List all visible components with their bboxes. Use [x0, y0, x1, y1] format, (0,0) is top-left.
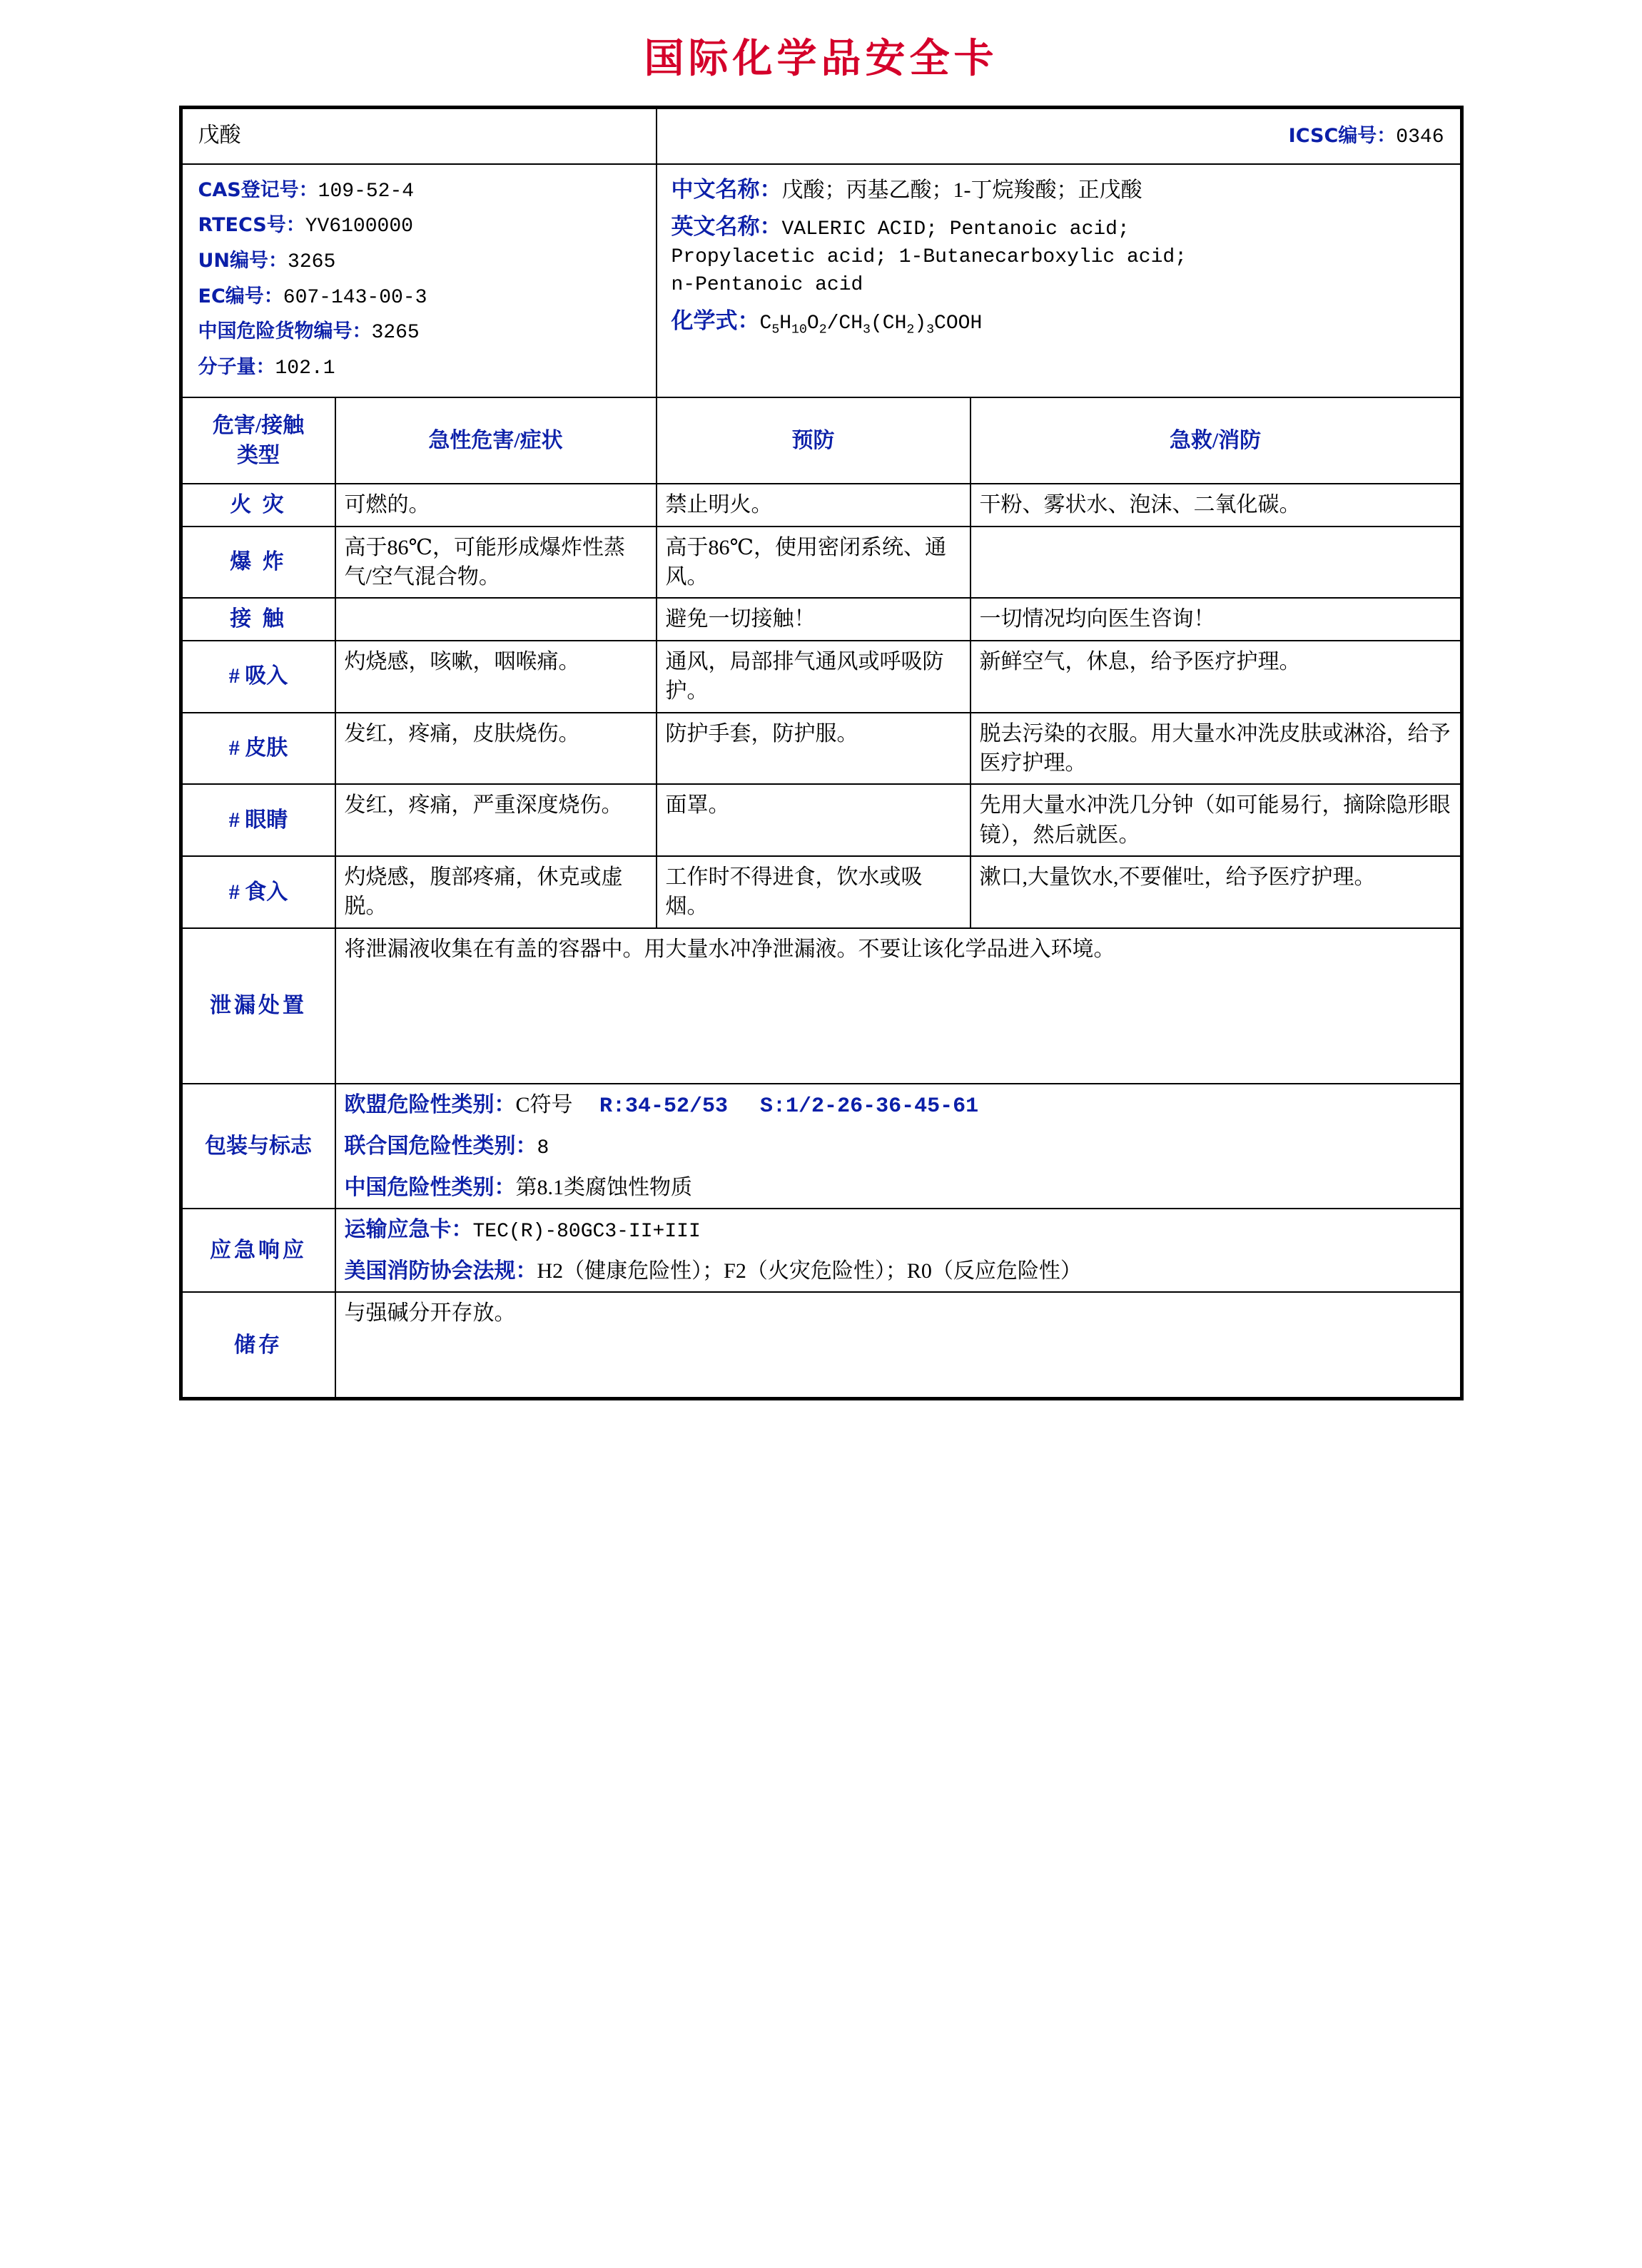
icsc-table [181, 108, 1461, 1398]
identifier-label: EC编号： [198, 285, 283, 307]
row-prevent-exposure: 避免一切接触！ [657, 598, 970, 640]
row-acute-exposure [335, 598, 657, 640]
icsc-card [179, 106, 1464, 1400]
identifier-label: UN编号： [198, 249, 288, 272]
row-firstaid-fire: 干粉、雾状水、泡沫、二氧化碳。 [970, 484, 1461, 526]
col-header-acute: 急性危害/症状 [335, 397, 657, 484]
page-bottom-spacer [0, 1400, 1642, 1572]
english-name-line2: Propylacetic acid; 1-Butanecarboxylic acid; [671, 246, 1187, 269]
table-row [182, 856, 1461, 928]
chinese-name-row [672, 175, 1446, 205]
identifiers-cell [182, 164, 657, 398]
english-name-line3: n-Pentanoic acid [671, 273, 863, 296]
section-storage-row [182, 1292, 1461, 1398]
section-label-packaging: 包装与标志 [182, 1084, 335, 1209]
row-firstaid-explosion [970, 527, 1461, 599]
row-acute-ingestion: 灼烧感，腹部疼痛，休克或虚脱。 [335, 856, 657, 928]
emergency-line-nfpa [345, 1256, 1451, 1286]
identifier-label: RTECS号： [198, 214, 305, 237]
icsc-value: 0346 [1396, 126, 1444, 148]
section-text-storage: 与强碱分开存放。 [335, 1292, 1461, 1398]
row-label-eyes: # 眼睛 [182, 784, 335, 856]
emergency-key-tec: 运输应急卡： [344, 1218, 473, 1242]
identifier-ec [198, 281, 640, 312]
row-firstaid-inhalation: 新鲜空气，休息，给予医疗护理。 [970, 641, 1461, 713]
emergency-key-nfpa: 美国消防协会法规： [344, 1258, 537, 1283]
col-header-hazard-type [182, 397, 335, 484]
col-header-prevention: 预防 [657, 397, 970, 484]
icsc-number-cell [657, 108, 1461, 164]
hazard-table-header-row [182, 397, 1461, 484]
packaging-line-un [345, 1132, 1451, 1163]
identity-row [182, 164, 1461, 398]
formula-row [672, 306, 1446, 340]
packaging-key-eu: 欧盟危险性类别： [344, 1092, 516, 1117]
row-prevent-inhalation: 通风，局部排气通风或呼吸防护。 [657, 641, 970, 713]
names-cell [657, 164, 1461, 398]
identifier-rtecs [198, 210, 640, 241]
col-header-hazard-line1: 危害/接触 [212, 414, 305, 438]
col-header-hazard-line2: 类型 [237, 443, 280, 467]
row-label-inhalation: # 吸入 [182, 641, 335, 713]
row-prevent-ingestion: 工作时不得进食，饮水或吸烟。 [657, 856, 970, 928]
row-label-skin: # 皮肤 [182, 713, 335, 785]
emergency-value-nfpa: H2（健康危险性）；F2（火灾危险性）；R0（反应危险性） [537, 1258, 1082, 1283]
identifier-value: 3265 [288, 250, 336, 273]
row-firstaid-exposure: 一切情况均向医生咨询！ [970, 598, 1461, 640]
section-text-packaging [335, 1084, 1461, 1209]
section-text-spill: 将泄漏液收集在有盖的容器中。用大量水冲净泄漏液。不要让该化学品进入环境。 [335, 928, 1461, 1084]
section-label-spill: 泄漏处置 [182, 928, 335, 1084]
row-acute-inhalation: 灼烧感，咳嗽，咽喉痛。 [335, 641, 657, 713]
english-name-row [672, 212, 1446, 299]
emergency-line-tec [345, 1215, 1451, 1246]
packaging-s-phrases: S:1/2-26-36-45-61 [760, 1094, 979, 1119]
packaging-line-cn [345, 1173, 1451, 1202]
chinese-name-value: 戊酸；丙基乙酸；1-丁烷羧酸；正戊酸 [781, 178, 1142, 202]
row-firstaid-ingestion: 漱口,大量饮水,不要催吐，给予医疗护理。 [970, 856, 1461, 928]
icsc-label: ICSC编号： [1288, 125, 1397, 147]
identifier-label: CAS登记号： [198, 178, 318, 201]
packaging-value-eu: C符号 [515, 1092, 573, 1117]
table-row [182, 484, 1461, 526]
substance-name: 戊酸 [182, 108, 657, 164]
packaging-r-phrases: R:34-52/53 [599, 1094, 729, 1119]
identifier-value: 102.1 [275, 357, 335, 380]
section-text-emergency [335, 1209, 1461, 1292]
formula-label: 化学式： [671, 308, 760, 334]
emergency-value-tec: TEC(R)-80GC3-II+III [472, 1221, 701, 1244]
row-acute-skin: 发红，疼痛，皮肤烧伤。 [335, 713, 657, 785]
identifier-molecular-weight [198, 352, 640, 383]
row-label-fire: 火 灾 [182, 484, 335, 526]
table-row [182, 641, 1461, 713]
table-row [182, 598, 1461, 640]
table-row [182, 784, 1461, 856]
packaging-line-eu [345, 1090, 1451, 1122]
formula-value: $C_5H_{10}O_2/CH_3(CH_2)_3COOH$ [759, 312, 983, 337]
row-prevent-skin: 防护手套，防护服。 [657, 713, 970, 785]
row-acute-explosion: 高于86℃，可能形成爆炸性蒸气/空气混合物。 [335, 527, 657, 599]
packaging-value-cn: 第8.1类腐蚀性物质 [515, 1175, 692, 1199]
row-prevent-explosion: 高于86℃，使用密闭系统、通风。 [657, 527, 970, 599]
section-spill-row [182, 928, 1461, 1084]
section-label-storage: 储存 [182, 1292, 335, 1398]
english-name-line1: VALERIC ACID; Pentanoic acid; [781, 218, 1130, 241]
row-firstaid-eyes: 先用大量水冲洗几分钟（如可能易行，摘除隐形眼镜），然后就医。 [970, 784, 1461, 856]
section-packaging-row [182, 1084, 1461, 1209]
chinese-name-label: 中文名称： [671, 176, 782, 202]
row-label-explosion: 爆 炸 [182, 527, 335, 599]
english-name-label: 英文名称： [671, 214, 782, 240]
identifier-label: 中国危险货物编号： [198, 320, 372, 343]
row-prevent-eyes: 面罩。 [657, 784, 970, 856]
row-firstaid-skin: 脱去污染的衣服。用大量水冲洗皮肤或淋浴，给予医疗护理。 [970, 713, 1461, 785]
col-header-firstaid: 急救/消防 [970, 397, 1461, 484]
identifier-value: YV6100000 [305, 215, 413, 238]
identifier-cas [198, 175, 640, 206]
packaging-key-cn: 中国危险性类别： [344, 1175, 516, 1199]
row-prevent-fire: 禁止明火。 [657, 484, 970, 526]
identifier-value: 109-52-4 [318, 180, 415, 203]
row-acute-fire: 可燃的。 [335, 484, 657, 526]
identifier-value: 3265 [371, 322, 420, 345]
section-label-emergency: 应急响应 [182, 1209, 335, 1292]
packaging-key-un: 联合国危险性类别： [344, 1134, 537, 1159]
packaging-value-un: 8 [537, 1137, 549, 1160]
row-label-ingestion: # 食入 [182, 856, 335, 928]
table-row [182, 713, 1461, 785]
row-label-exposure: 接 触 [182, 598, 335, 640]
identifier-cn-dangerous-goods [198, 316, 640, 347]
table-row [182, 527, 1461, 599]
row-acute-eyes: 发红，疼痛，严重深度烧伤。 [335, 784, 657, 856]
identifier-label: 分子量： [198, 355, 275, 378]
section-emergency-row [182, 1209, 1461, 1292]
identifier-value: 607-143-00-3 [283, 286, 427, 309]
card-header-row [182, 108, 1461, 164]
page-title: 国际化学品安全卡 [644, 36, 998, 82]
identifier-un [198, 245, 640, 277]
